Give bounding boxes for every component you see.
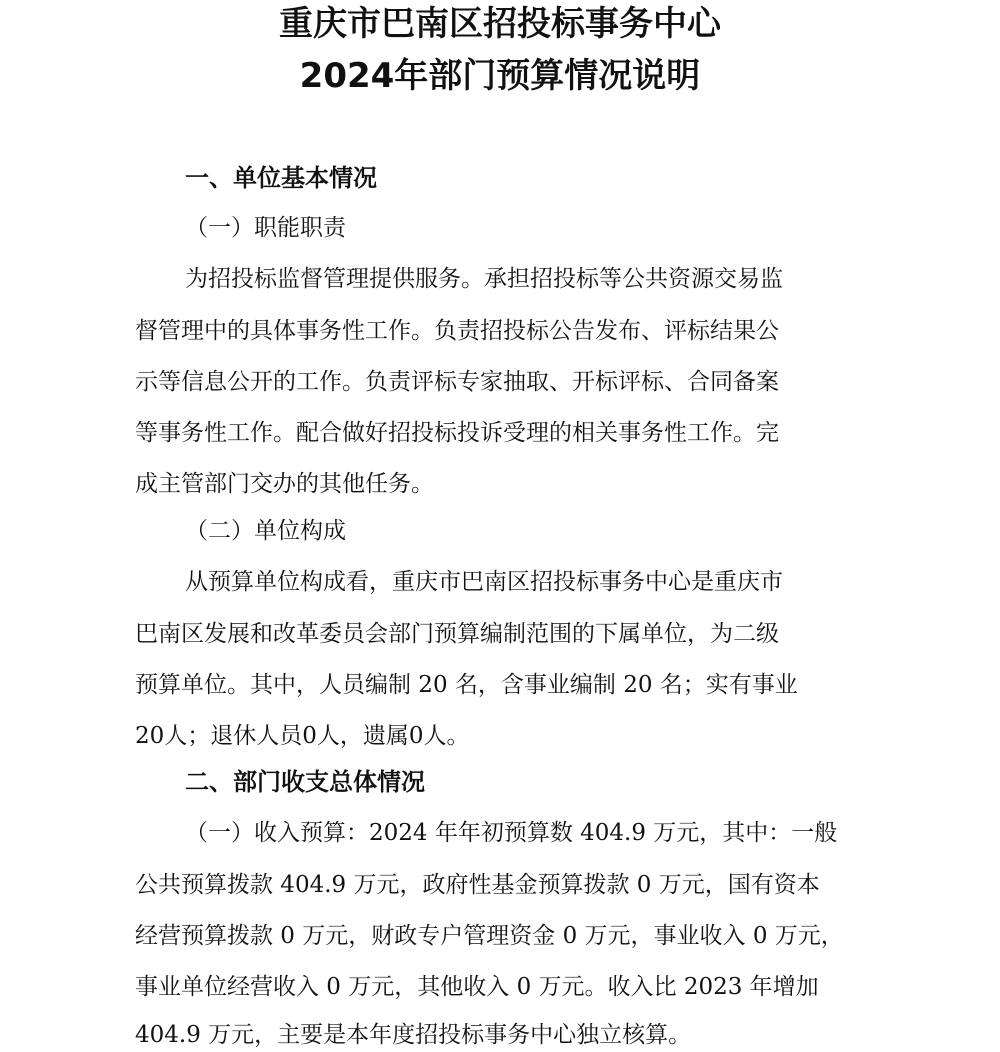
paragraph-line: 404.9 万元，主要是本年度招投标事务中心独立核算。 [135, 1022, 692, 1048]
paragraph-line: 事业单位经营收入 0 万元，其他收入 0 万元。收入比 2023 年增加 [135, 974, 819, 1000]
paragraph-line: 从预算单位构成看，重庆市巴南区招投标事务中心是重庆市 [185, 569, 783, 595]
paragraph-line: 等事务性工作。配合做好招投标投诉受理的相关事务性工作。完 [135, 420, 779, 446]
paragraph-line: 20人；退休人员0人，遗属0人。 [135, 723, 470, 749]
paragraph-line: 巴南区发展和改革委员会部门预算编制范围的下属单位，为二级 [135, 621, 779, 647]
subsection-heading-composition: （二）单位构成 [185, 518, 346, 544]
subsection-heading-duties: （一）职能职责 [185, 215, 346, 241]
paragraph-line: 督管理中的具体事务性工作。负责招投标公告发布、评标结果公 [135, 318, 779, 344]
paragraph-line: 预算单位。其中，人员编制 20 名，含事业编制 20 名；实有事业 [135, 672, 798, 698]
paragraph-line: 为招投标监督管理提供服务。承担招投标等公共资源交易监 [185, 266, 783, 292]
section-heading-budget-overview: 二、部门收支总体情况 [185, 768, 425, 796]
paragraph-line: 示等信息公开的工作。负责评标专家抽取、开标评标、合同备案 [135, 369, 779, 395]
paragraph-line: 成主管部门交办的其他任务。 [135, 471, 434, 497]
section-heading-basic-info: 一、单位基本情况 [185, 164, 377, 192]
paragraph-line: （一）收入预算：2024 年年初预算数 404.9 万元，其中：一般 [185, 820, 838, 846]
paragraph-line: 经营预算拨款 0 万元，财政专户管理资金 0 万元，事业收入 0 万元， [135, 923, 844, 949]
document-subtitle: 2024年部门预算情况说明 [299, 56, 701, 96]
document-title: 重庆市巴南区招投标事务中心 [279, 4, 721, 44]
paragraph-line: 公共预算拨款 404.9 万元，政府性基金预算拨款 0 万元，国有资本 [135, 872, 820, 898]
